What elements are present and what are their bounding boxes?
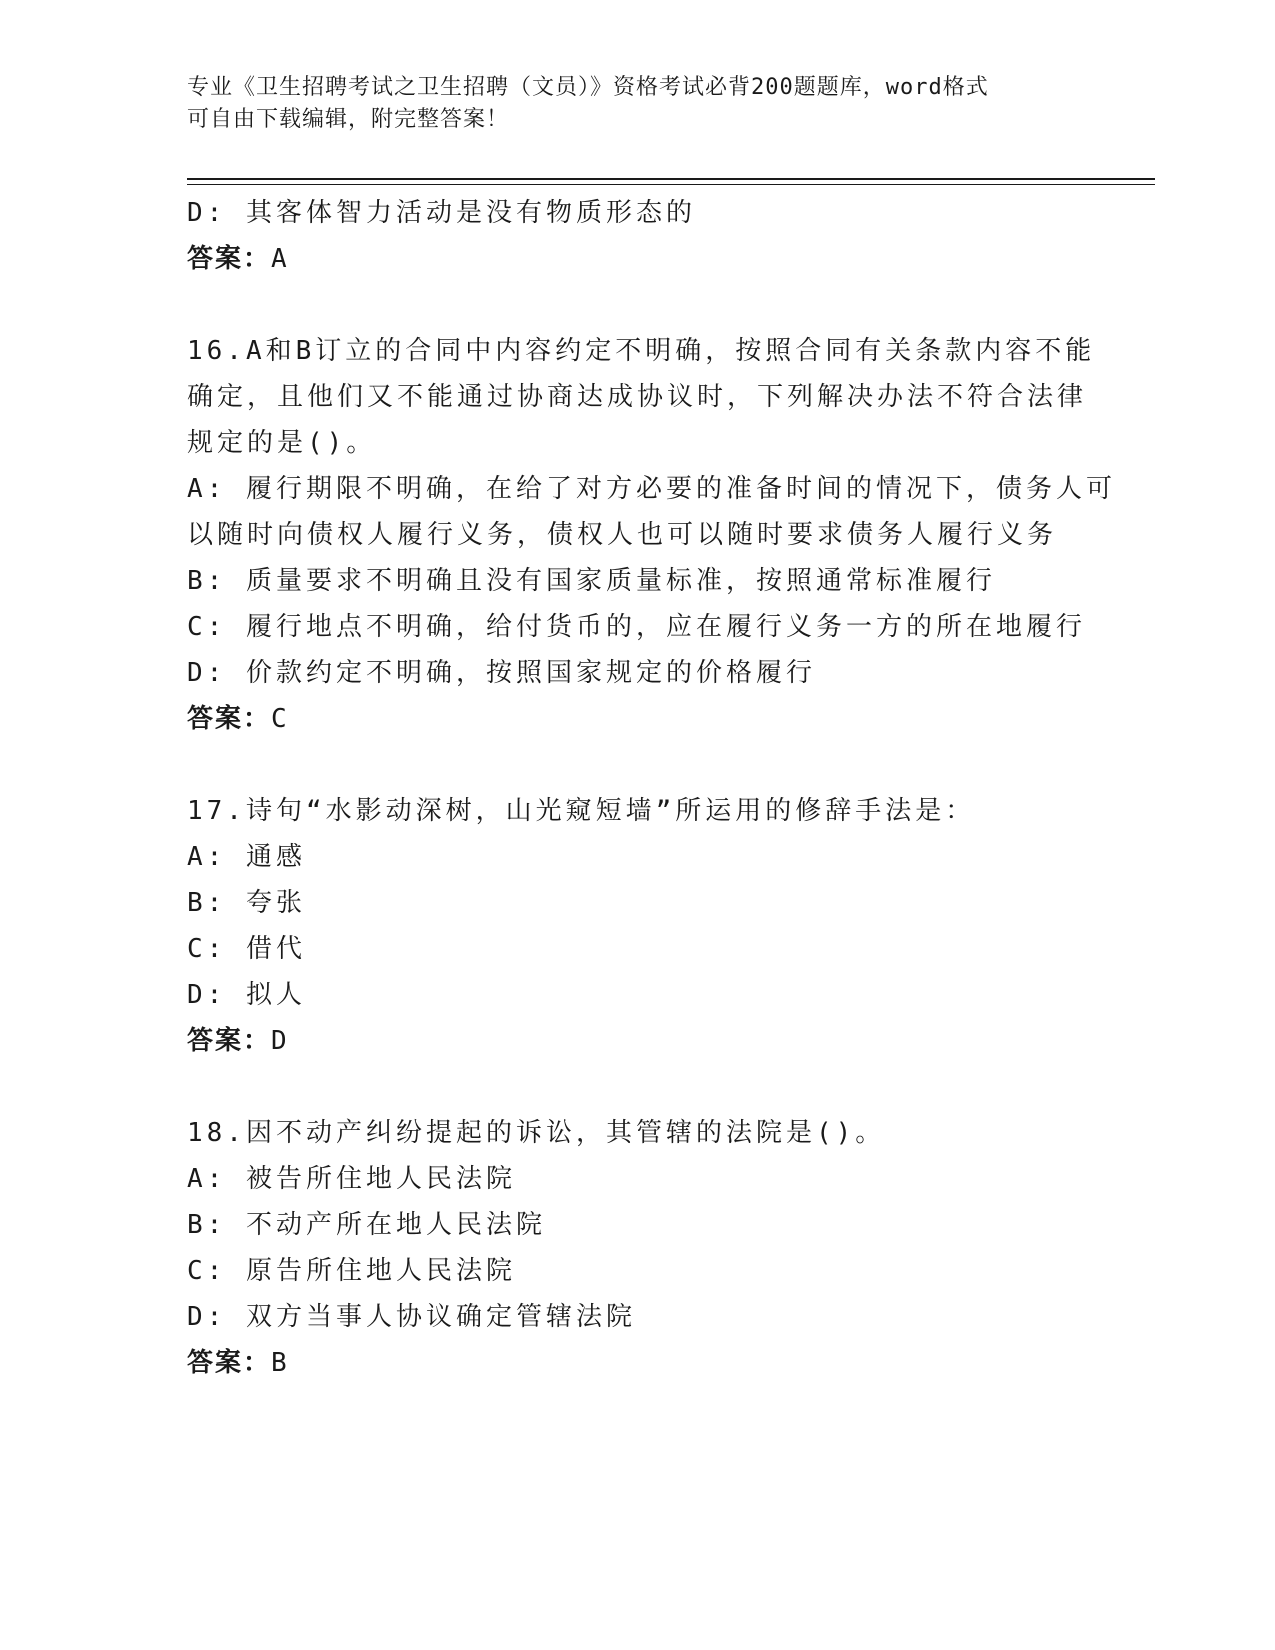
- header-line-2: 可自由下载编辑，附完整答案！: [187, 107, 510, 132]
- option-b: B: 夸张: [187, 888, 306, 918]
- header-divider-thick: [187, 178, 1155, 180]
- answer: [187, 696, 1087, 742]
- answer-value: A: [271, 244, 289, 274]
- answer-value: D: [271, 1026, 289, 1056]
- answer-label: 答案：: [187, 244, 272, 274]
- header-divider-thin: [187, 184, 1155, 185]
- option-a: A: 被告所住地人民法院: [187, 1164, 516, 1194]
- question-stem-line: 18.因不动产纠纷提起的诉讼，其管辖的法院是()。: [187, 1118, 886, 1148]
- option-b: B: 不动产所在地人民法院: [187, 1210, 546, 1240]
- option-d: D: 拟人: [187, 980, 306, 1010]
- answer-label: 答案：: [187, 704, 272, 734]
- carryover-answer: [187, 236, 1087, 282]
- option-b: B: 质量要求不明确且没有国家质量标准，按照通常标准履行: [187, 566, 996, 596]
- question-16: [187, 328, 1116, 742]
- spacer: [187, 742, 1087, 788]
- answer-label: 答案：: [187, 1348, 272, 1378]
- question-17: [187, 788, 1087, 1064]
- option-a-continued: 以随时向债权人履行义务，债权人也可以随时要求债务人履行义务: [187, 520, 1058, 550]
- option-c: C: 履行地点不明确，给付货币的，应在履行义务一方的所在地履行: [187, 612, 1086, 642]
- answer-label: 答案：: [187, 1026, 272, 1056]
- question-stem-line: 规定的是()。: [187, 428, 377, 458]
- question-stem-line: 17.诗句“水影动深树，山光窥短墙”所运用的修辞手法是：: [187, 796, 976, 826]
- header-line-1: 专业《卫生招聘考试之卫生招聘（文员）》资格考试必背200题题库，word格式: [187, 75, 989, 100]
- question-18: [187, 1110, 1087, 1386]
- document-header: [187, 72, 1067, 136]
- answer: [187, 1340, 1087, 1386]
- option-d: D: 价款约定不明确，按照国家规定的价格履行: [187, 658, 816, 688]
- answer: [187, 1018, 1087, 1064]
- question-stem-line: 确定，且他们又不能通过协商达成协议时，下列解决办法不符合法律: [187, 382, 1088, 412]
- carryover-option-d: D: 其客体智力活动是没有物质形态的: [187, 198, 696, 228]
- answer-value: B: [271, 1348, 289, 1378]
- option-c: C: 借代: [187, 934, 306, 964]
- option-a: A: 履行期限不明确，在给了对方必要的准备时间的情况下，债务人可: [187, 474, 1116, 504]
- option-d: D: 双方当事人协议确定管辖法院: [187, 1302, 636, 1332]
- option-a: A: 通感: [187, 842, 306, 872]
- option-c: C: 原告所住地人民法院: [187, 1256, 516, 1286]
- question-stem-line: 16.A和B订立的合同中内容约定不明确，按照合同有关条款内容不能: [187, 336, 1096, 366]
- spacer: [187, 282, 1087, 328]
- spacer: [187, 1064, 1087, 1110]
- question-content: [187, 190, 1116, 1386]
- answer-value: C: [271, 704, 289, 734]
